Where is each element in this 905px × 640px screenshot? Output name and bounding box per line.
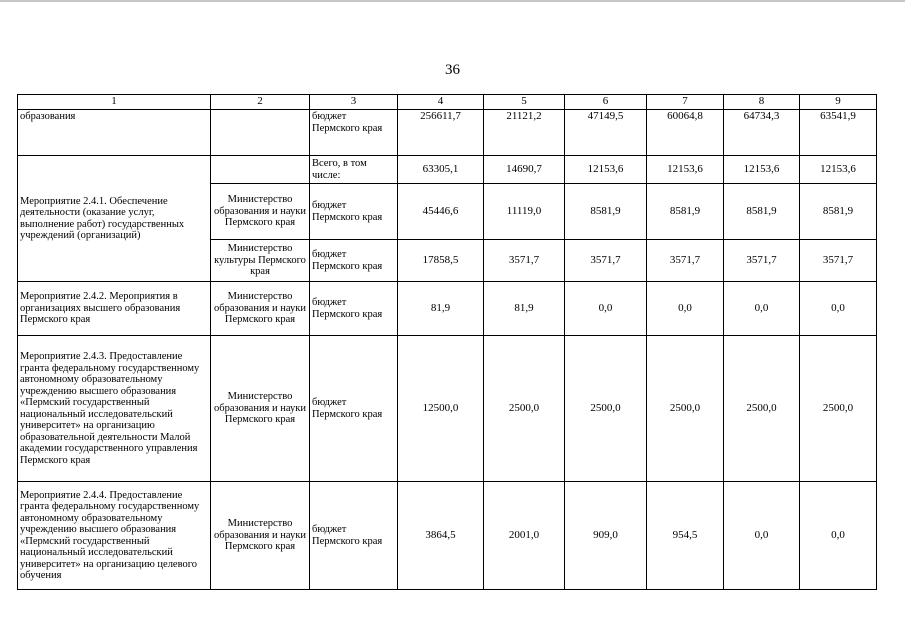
- value-cell: 8581,9: [800, 184, 877, 240]
- value-cell: 21121,2: [484, 110, 565, 156]
- value-cell: 3571,7: [484, 240, 565, 282]
- funding-source: Всего, в том числе:: [310, 156, 398, 184]
- ministry-cell: Министерство образования и науки Пермского края: [211, 282, 310, 336]
- header-cell: 7: [647, 95, 724, 110]
- top-border-line: [0, 0, 905, 2]
- funding-source: бюджет Пермского края: [310, 336, 398, 482]
- value-cell: 3571,7: [647, 240, 724, 282]
- funding-source: бюджет Пермского края: [310, 184, 398, 240]
- value-cell: 0,0: [647, 282, 724, 336]
- funding-source: бюджет Пермского края: [310, 282, 398, 336]
- header-cell: 5: [484, 95, 565, 110]
- value-cell: 2500,0: [484, 336, 565, 482]
- header-cell: 2: [211, 95, 310, 110]
- value-cell: 81,9: [484, 282, 565, 336]
- value-cell: 2500,0: [565, 336, 647, 482]
- table-row: [18, 282, 877, 336]
- value-cell: 0,0: [800, 282, 877, 336]
- ministry-cell: Министерство образования и науки Пермского края: [211, 482, 310, 590]
- header-cell: 4: [398, 95, 484, 110]
- table-row: [18, 336, 877, 482]
- value-cell: 8581,9: [565, 184, 647, 240]
- value-cell: 8581,9: [647, 184, 724, 240]
- value-cell: 12500,0: [398, 336, 484, 482]
- funding-source: бюджет Пермского края: [310, 240, 398, 282]
- value-cell: 2500,0: [724, 336, 800, 482]
- value-cell: 8581,9: [724, 184, 800, 240]
- ministry-cell: [211, 110, 310, 156]
- value-cell: 0,0: [565, 282, 647, 336]
- value-cell: 3571,7: [724, 240, 800, 282]
- header-cell: 8: [724, 95, 800, 110]
- activity-name: Мероприятие 2.4.2. Мероприятия в организациях высшего образования Пермского края: [18, 282, 211, 336]
- activity-name: Мероприятие 2.4.1. Обеспечение деятельности (оказание услуг, выполнение работ) государственных учреждений (организаций): [18, 156, 211, 282]
- ministry-cell: Министерство культуры Пермского края: [211, 240, 310, 282]
- table-row: [18, 482, 877, 590]
- value-cell: 3571,7: [800, 240, 877, 282]
- value-cell: 0,0: [800, 482, 877, 590]
- value-cell: 2500,0: [800, 336, 877, 482]
- value-cell: 3571,7: [565, 240, 647, 282]
- value-cell: 12153,6: [724, 156, 800, 184]
- value-cell: 63541,9: [800, 110, 877, 156]
- ministry-cell: Министерство образования и науки Пермского края: [211, 336, 310, 482]
- table-row: [18, 156, 877, 184]
- value-cell: 12153,6: [800, 156, 877, 184]
- activity-name: Мероприятие 2.4.4. Предоставление гранта федеральному государственному автономному образовательному учреждению высшего образования «Пермский государственный национальный исследовательский университет» на организацию целевого обучения: [18, 482, 211, 590]
- funding-source: бюджет Пермского края: [310, 482, 398, 590]
- value-cell: 17858,5: [398, 240, 484, 282]
- activity-name: Мероприятие 2.4.3. Предоставление гранта федеральному государственному автономному образовательному учреждению высшего образования «Пермский государственный национальный исследовательский университет» на организацию образовательной деятельности Малой академии государственного управления Пермского края: [18, 336, 211, 482]
- ministry-cell: [211, 156, 310, 184]
- table-row: [18, 110, 877, 156]
- value-cell: 64734,3: [724, 110, 800, 156]
- header-cell: 3: [310, 95, 398, 110]
- value-cell: 2001,0: [484, 482, 565, 590]
- value-cell: 63305,1: [398, 156, 484, 184]
- value-cell: 12153,6: [647, 156, 724, 184]
- value-cell: 954,5: [647, 482, 724, 590]
- value-cell: 0,0: [724, 282, 800, 336]
- value-cell: 14690,7: [484, 156, 565, 184]
- header-cell: 9: [800, 95, 877, 110]
- value-cell: 60064,8: [647, 110, 724, 156]
- page-number: 36: [445, 62, 460, 78]
- ministry-cell: Министерство образования и науки Пермского края: [211, 184, 310, 240]
- header-cell: 6: [565, 95, 647, 110]
- value-cell: 45446,6: [398, 184, 484, 240]
- value-cell: 81,9: [398, 282, 484, 336]
- value-cell: 12153,6: [565, 156, 647, 184]
- value-cell: 3864,5: [398, 482, 484, 590]
- value-cell: 2500,0: [647, 336, 724, 482]
- funding-source: бюджет Пермского края: [310, 110, 398, 156]
- value-cell: 0,0: [724, 482, 800, 590]
- header-row: [18, 95, 877, 110]
- budget-table: [17, 94, 877, 590]
- value-cell: 47149,5: [565, 110, 647, 156]
- activity-name: образования: [18, 110, 211, 156]
- value-cell: 909,0: [565, 482, 647, 590]
- value-cell: 11119,0: [484, 184, 565, 240]
- value-cell: 256611,7: [398, 110, 484, 156]
- header-cell: 1: [18, 95, 211, 110]
